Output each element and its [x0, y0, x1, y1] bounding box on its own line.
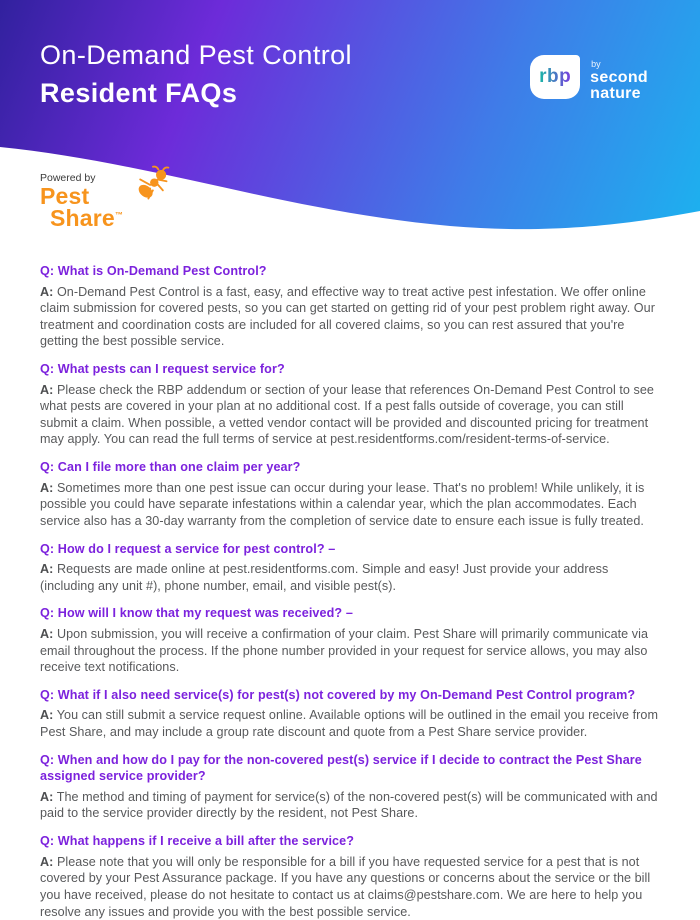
faq-question: Q: What happens if I receive a bill after the service? — [40, 834, 355, 849]
answer-prefix: A: — [40, 854, 54, 869]
faq-item — [40, 263, 660, 350]
page-title: On-Demand Pest Control — [40, 40, 352, 70]
faq-answer — [40, 707, 660, 740]
answer-prefix: A: — [40, 284, 54, 299]
answer-text: Sometimes more than one pest issue can occur during your lease. That's no problem! While unlikely, it is possible you could have separate infestations within a calendar year, which the plan accommodates. Each service also has a 30-day warranty from the completion of service date to ensure each issue is fully treated. — [40, 480, 645, 528]
second-nature-logo — [590, 52, 648, 102]
answer-text: You can still submit a service request online. Available options will be outlined in the email you receive from Pest Share, and may include a group rate discount and quote from a Pest Share service provider. — [40, 708, 658, 740]
pest-share-line2: Share™ — [50, 204, 124, 231]
faq-item — [40, 361, 660, 448]
faq-item — [40, 687, 660, 741]
faq-question: Q: When and how do I pay for the non-covered pest(s) service if I decide to contract the Pest Share assigned service provider? — [40, 752, 642, 784]
rbp-second-nature-brand — [530, 52, 648, 102]
faq-question: Q: What is On-Demand Pest Control? — [40, 264, 267, 278]
rbp-logo — [530, 55, 580, 99]
faq-item — [40, 605, 660, 675]
rbp-logo-text: rbp — [539, 66, 572, 87]
faq-question: Q: Can I file more than one claim per year? — [40, 460, 301, 475]
second-nature-line1: second — [590, 69, 648, 86]
faq-question: Q: How will I know that my request was received? – — [40, 606, 353, 621]
answer-prefix: A: — [40, 562, 54, 577]
answer-text: Upon submission, you will receive a confirmation of your claim. Pest Share will primarily communicate via email throughout the process. If the phone number provided in your request for service allows, you may also receive text notifications. — [40, 626, 649, 675]
faq-question: Q: How do I request a service for pest control? – — [40, 541, 336, 556]
pest-share-line1: Pest — [40, 183, 90, 209]
answer-prefix: A: — [40, 626, 54, 641]
second-nature-line2: nature — [590, 85, 641, 102]
trademark-symbol: ™ — [114, 210, 124, 220]
by-label: by — [591, 59, 601, 69]
pest-share-wordmark — [40, 183, 200, 231]
faq-answer — [40, 789, 660, 822]
answer-text: Requests are made online at pest.residentforms.com. Simple and easy! Just provide your address (including any unit #), phone number, email, and visible pest(s). — [40, 562, 609, 593]
answer-prefix: A: — [40, 382, 54, 397]
answer-text: The method and timing of payment for service(s) of the non-covered pest(s) will be communicated with and paid to the service provider directly by the resident, not Pest Share. — [40, 789, 658, 821]
faq-item — [40, 459, 660, 529]
faq-answer — [40, 854, 660, 920]
answer-prefix: A: — [40, 480, 54, 495]
faq-answer — [40, 284, 660, 350]
faq-list — [0, 240, 700, 920]
pest-share-logo — [40, 172, 200, 230]
faq-answer — [40, 382, 660, 448]
faq-answer — [40, 626, 660, 676]
faq-answer — [40, 480, 660, 530]
answer-prefix: A: — [40, 708, 54, 723]
page-subtitle: Resident FAQs — [40, 78, 238, 108]
pest-bug-icon — [132, 164, 172, 209]
faq-item — [40, 752, 660, 822]
faq-answer — [40, 561, 660, 594]
answer-text: Please check the RBP addendum or section of your lease that references On-Demand Pest Control to see what pests are covered in your plan at no additional cost. If a pest falls outside of coverage, you can still submit a claim. When possible, a vetted vendor contact will be provided and discounted pricing for treatment may apply. You can read the full terms of service at pest.residentforms.com/resident-terms-of-service. — [40, 382, 654, 447]
faq-item — [40, 833, 660, 920]
answer-text: Please note that you will only be responsible for a bill if you have requested service for a pest that is not covered by your Pest Assurance package. If you have any questions or concerns about the service or the bill you have received, please do not hesitate to contact us at claims@pestshare.com. We are here to help you resolve any issues and provide you with the best possible service. — [40, 854, 651, 919]
faq-item — [40, 541, 660, 595]
answer-text: On-Demand Pest Control is a fast, easy, and effective way to treat active pest infestation. We offer online claim submission for covered pests, so you can get started on getting rid of your pest problem right away. Our treatment and coordination costs are included for all covered claims, so you can rest assured that you're getting the best possible service. — [40, 284, 655, 349]
faq-question: Q: What pests can I request service for? — [40, 362, 285, 377]
answer-prefix: A: — [40, 789, 54, 804]
powered-by-label: Powered by — [40, 172, 96, 184]
faq-question: Q: What if I also need service(s) for pest(s) not covered by my On-Demand Pest Control program? — [40, 687, 636, 702]
